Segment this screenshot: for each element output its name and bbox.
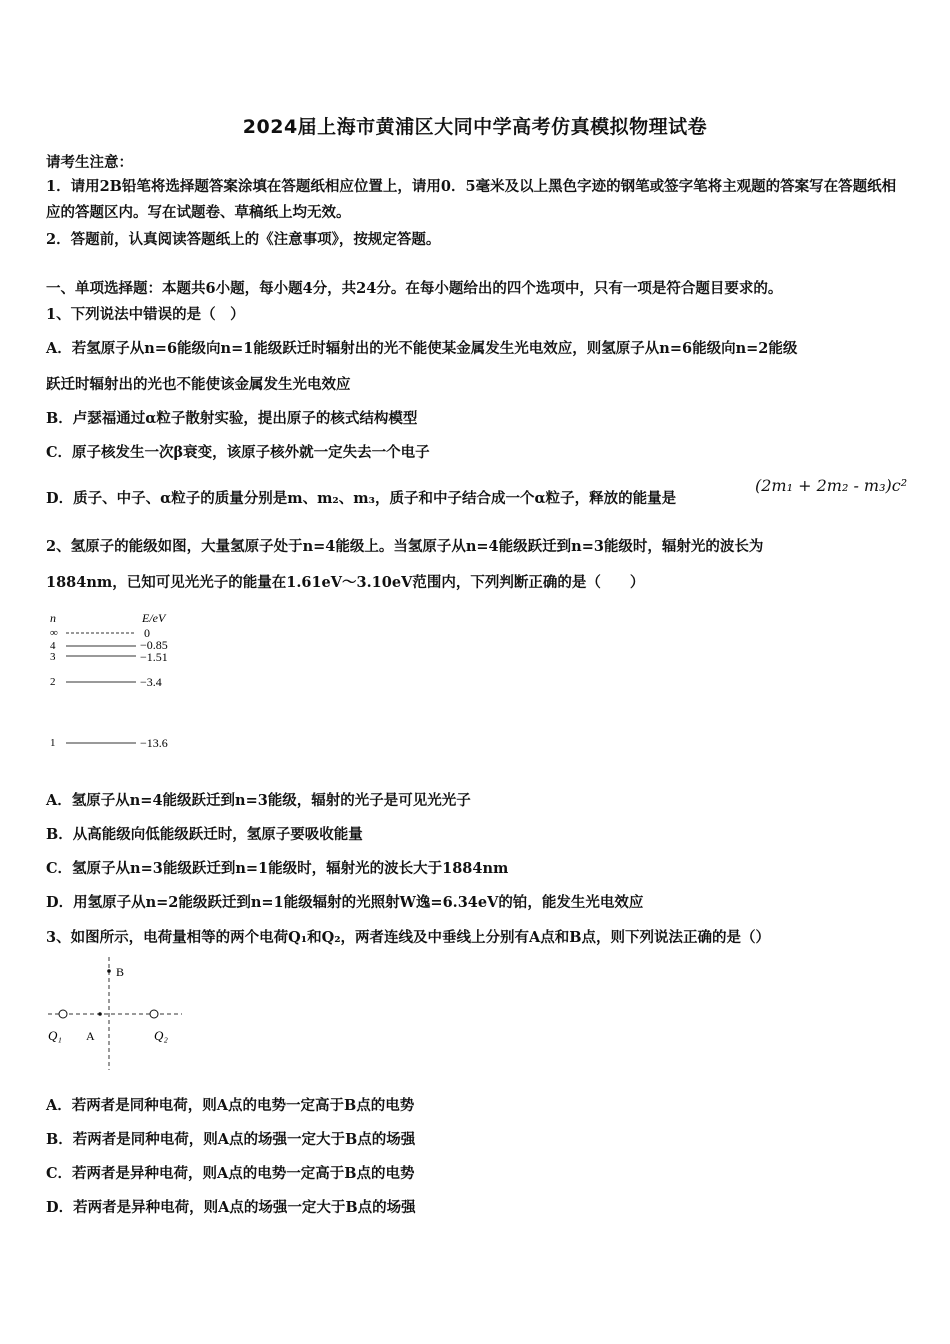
q1-option-a-line1: A．若氢原子从n=6能级向n=1能级跃迁时辐射出的光不能使某金属发生光电效应，则氢原子从n=6能级向n=2能级 [46,340,798,357]
q1-option-a-line2: 跃迁时辐射出的光也不能使该金属发生光电效应 [46,376,351,393]
level-1-n: 1 [50,737,56,749]
level-inf-n: ∞ [50,627,58,639]
notice-item-2: 2．答题前，认真阅读答题纸上的《注意事项》，按规定答题。 [46,231,441,248]
point-b-dot [107,969,111,973]
level-4-energy: −0.85 [140,638,168,652]
level-3-energy: −1.51 [140,650,168,664]
level-1-energy: −13.6 [140,736,168,750]
section-heading: 一、单项选择题：本题共6小题，每小题4分，共24分。在每小题给出的四个选项中，只有一项是符合题目要求的。 [46,280,783,297]
energy-level-diagram [44,604,204,754]
charge-q1 [59,1010,67,1018]
point-a-label: A [86,1029,95,1043]
level-4-n: 4 [50,640,56,652]
q1-option-c: C．原子核发生一次β衰变，该原子核外就一定失去一个电子 [46,444,430,461]
q3-option-c: C．若两者是异种电荷，则A点的电势一定高于B点的电势 [46,1165,415,1182]
q2-option-d: D．用氢原子从n=2能级跃迁到n=1能级辐射的光照射W逸=6.34eV的铂，能发生光电效应 [46,894,644,911]
q3-option-b: B．若两者是同种电荷，则A点的场强一定大于B点的场强 [46,1131,416,1148]
q2-option-c: C．氢原子从n=3能级跃迁到n=1能级时，辐射光的波长大于1884nm [46,860,509,877]
notice-heading: 请考生注意： [46,154,133,171]
q2-option-b: B．从高能级向低能级跃迁时，氢原子要吸收能量 [46,826,363,843]
n-axis-label: n [50,611,56,625]
energy-axis-label: E/eV [142,611,166,625]
level-inf-energy: 0 [144,626,150,640]
notice-item-1: 1．请用2B铅笔将选择题答案涂填在答题纸相应位置上，请用0．5毫米及以上黑色字迹的钢笔或签字笔将主观题的答案写在答题纸相应的答题区内。写在试题卷、草稿纸上均无效。 [46,178,897,221]
q3-option-a: A．若两者是同种电荷，则A点的电势一定高于B点的电势 [46,1097,415,1114]
charge-q2 [150,1010,158,1018]
exam-title: 2024届上海市黄浦区大同中学高考仿真模拟物理试卷 [242,116,708,138]
q3-option-d: D．若两者是异种电荷，则A点的场强一定大于B点的场强 [46,1199,416,1216]
charge-q1-label: Q₁ [48,1028,62,1043]
point-a-dot [98,1012,102,1016]
level-2-n: 2 [50,676,56,688]
q3-stem: 3、如图所示，电荷量相等的两个电荷Q₁和Q₂，两者连线及中垂线上分别有A点和B点，则下列说法正确的是（） [46,929,771,946]
q1-option-d: D．质子、中子、α粒子的质量分别是m、m₂、m₃，质子和中子结合成一个α粒子，释放的能量是 [46,490,677,507]
q1-option-b: B．卢瑟福通过α粒子散射实验，提出原子的核式结构模型 [46,410,418,427]
level-3-n: 3 [50,651,56,663]
charge-q2-label: Q₂ [154,1028,168,1043]
q2-stem-line1: 2、氢原子的能级如图，大量氢原子处于n=4能级上。当氢原子从n=4能级跃迁到n=3能级时，辐射光的波长为 [46,538,764,555]
q1-energy-formula: (2m₁ + 2m₂ - m₃)c² [755,476,908,495]
q2-stem-line2: 1884nm，已知可见光光子的能量在1.61eV～3.10eV范围内，下列判断正确的是（ ） [46,574,645,591]
q1-stem: 1、下列说法中错误的是（ ） [46,306,245,323]
point-b-label: B [116,965,125,979]
charge-diagram [44,954,194,1074]
level-2-energy: −3.4 [140,675,162,689]
q2-option-a: A．氢原子从n=4能级跃迁到n=3能级，辐射的光子是可见光光子 [46,792,471,809]
